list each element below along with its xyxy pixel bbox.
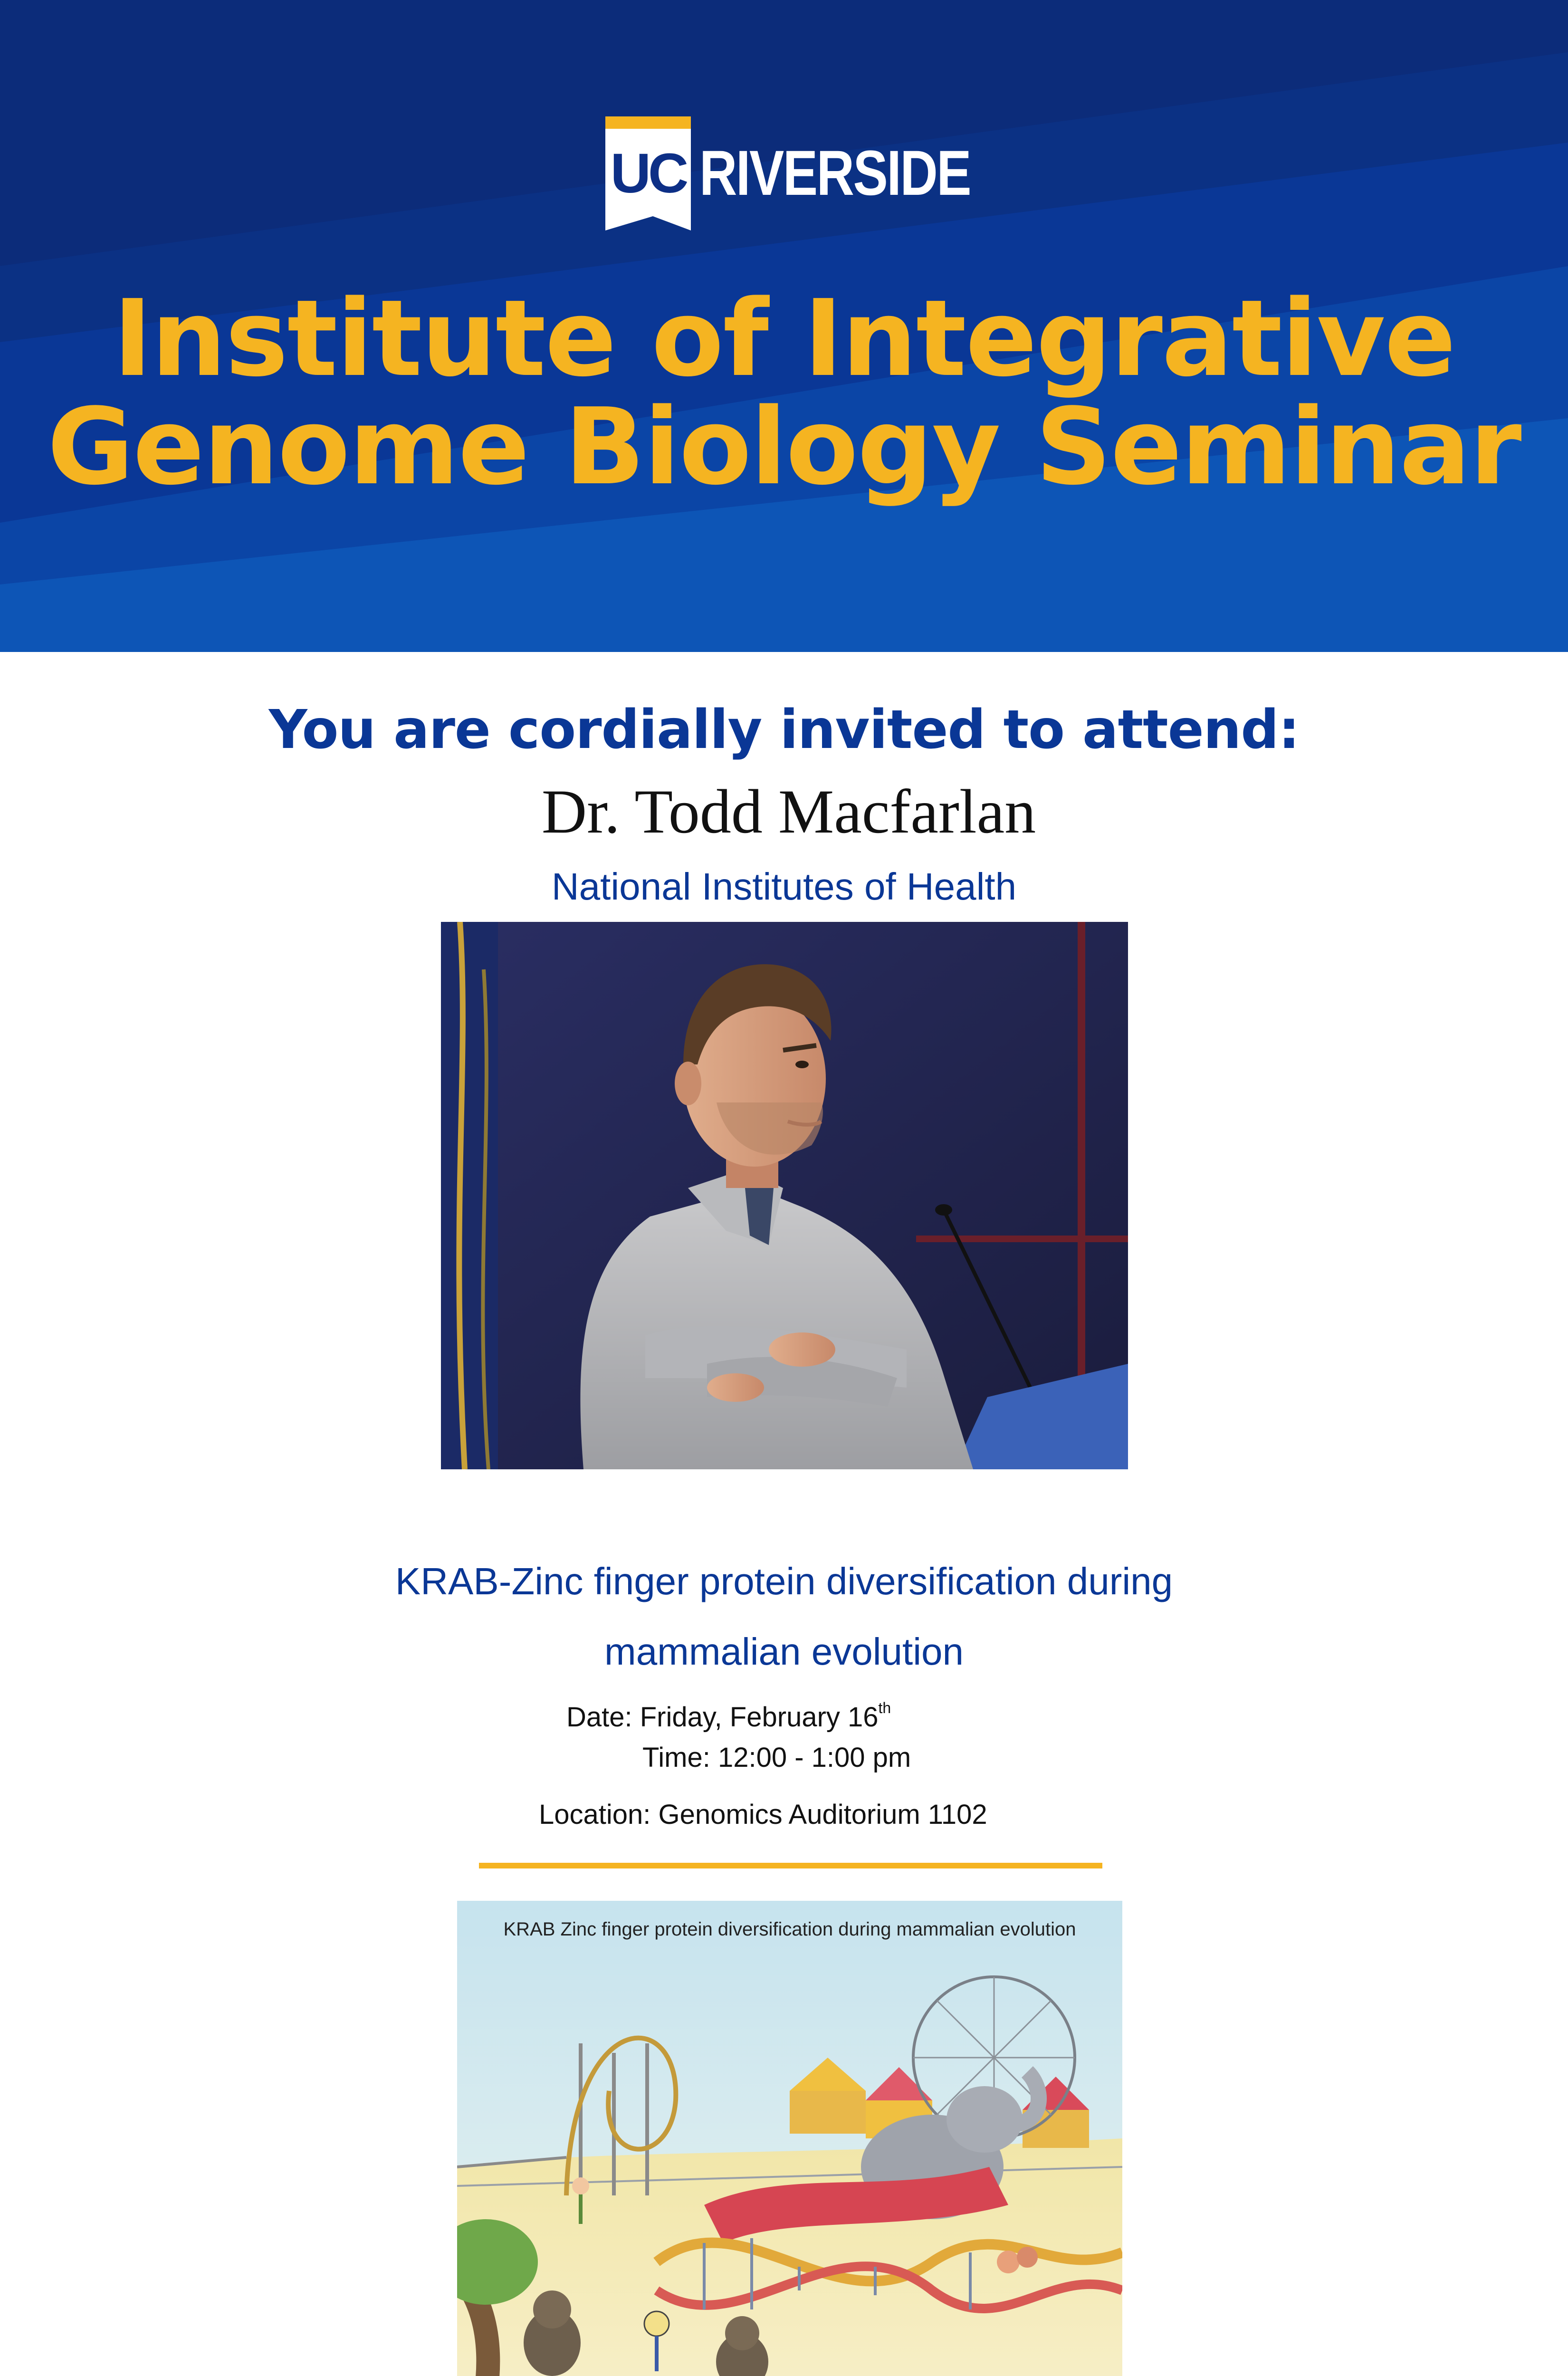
speaker-photo [441,922,1128,1469]
speaker-affiliation: National Institutes of Health [551,865,1017,908]
talk-title-line2: mammalian evolution [604,1630,964,1673]
illustration-caption: KRAB Zinc finger protein diversification during mammalian evolution [503,1919,1076,1940]
banner-title-line2: Genome Biology Seminar [47,386,1521,508]
uc-riverside-logo [605,116,1030,230]
invitation-heading: You are cordially invited to attend: [268,699,1300,761]
event-date [566,1700,891,1731]
event-date-suffix: th [878,1699,891,1716]
event-date-text: Date: Friday, February 16 [566,1702,879,1733]
uc-badge [605,116,691,230]
talk-title-line1: KRAB-Zinc finger protein diversification during [395,1560,1173,1602]
uc-badge-text: UC [610,142,686,205]
cover-illustration [457,1901,1122,2376]
event-location: Location: Genomics Auditorium 1102 [539,1799,987,1830]
banner-title-line1: Institute of Integrative [113,278,1455,400]
event-time: Time: 12:00 - 1:00 pm [642,1742,911,1773]
speaker-name: Dr. Todd Macfarlan [541,776,1036,846]
gold-divider [479,1863,1102,1868]
riverside-wordmark: RIVERSIDE [699,138,971,209]
header-banner [0,0,1568,652]
